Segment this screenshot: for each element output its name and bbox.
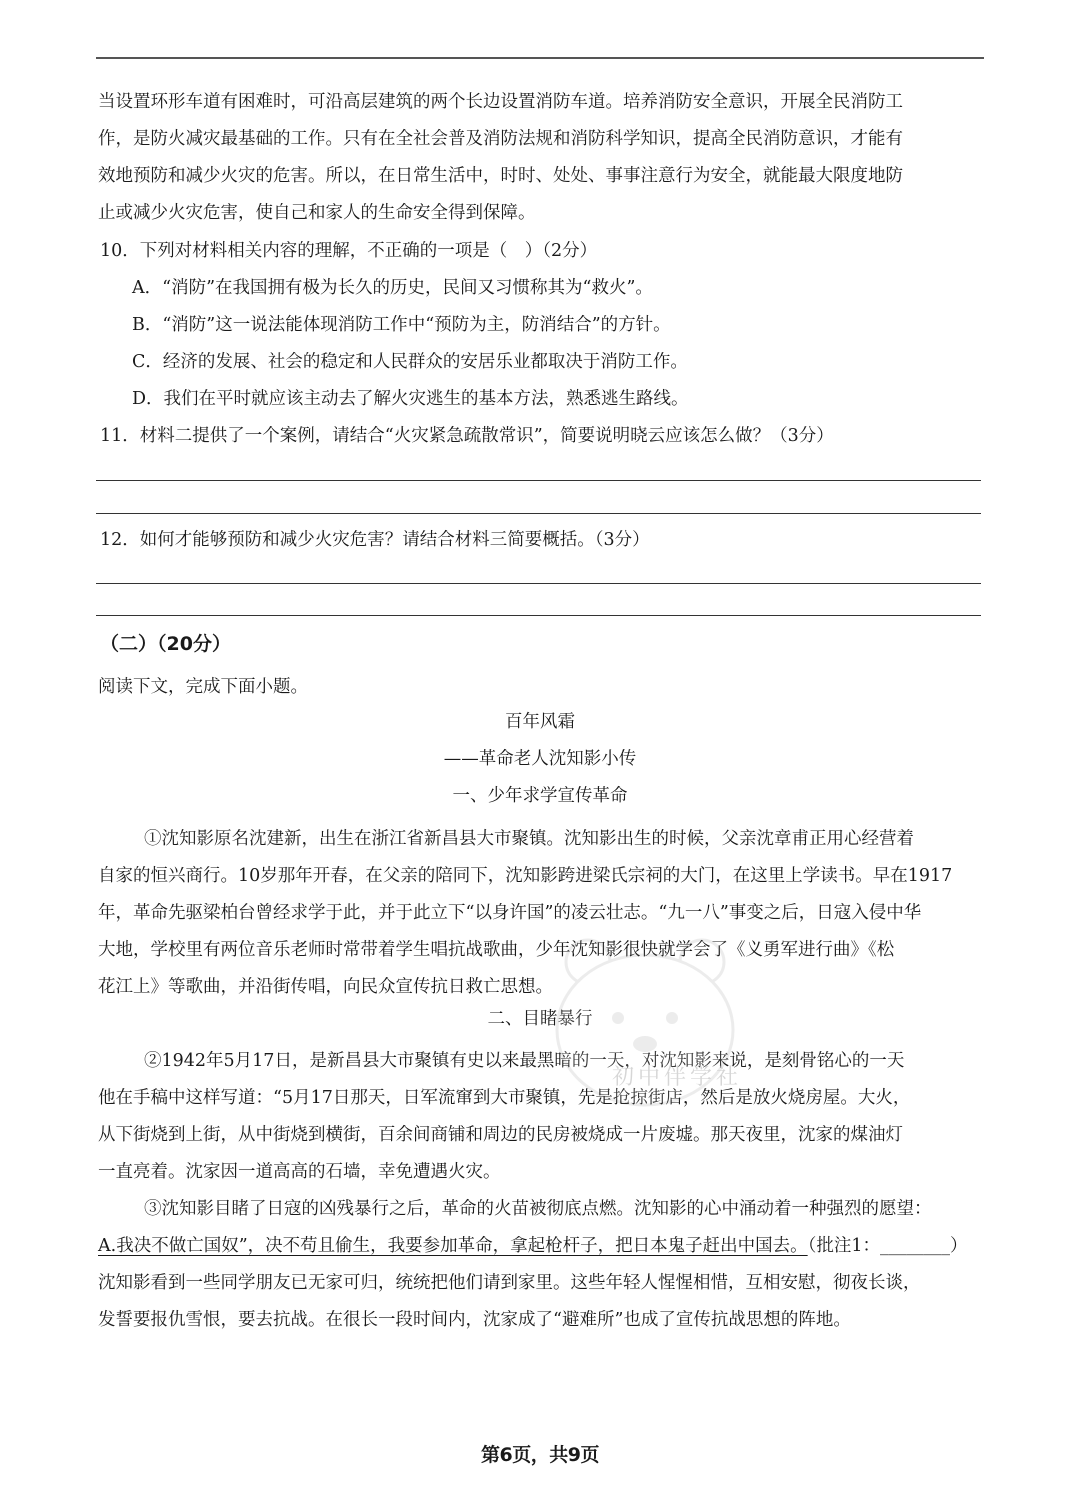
text-line: 从下街烧到上街，从中街烧到横街，百余间商铺和周边的民房被烧成一片废墟。那天夜里，沈家的煤油灯 bbox=[98, 1125, 903, 1145]
text-line: ①沈知影原名沈建新，出生在浙江省新昌县大市聚镇。沈知影出生的时候，父亲沈章甫正用心经营着 bbox=[144, 829, 914, 849]
article-title: 百年风霜 bbox=[505, 712, 575, 732]
underlined-sentence-a: A.我决不做亡国奴”，决不苟且偷生，我要参加革命，拿起枪杆子，把日本鬼子赶出中国去。 bbox=[98, 1236, 808, 1256]
answer-line[interactable] bbox=[96, 583, 981, 584]
text-line: 一直亮着。沈家因一道高高的石墙，幸免遭遇火灾。 bbox=[98, 1162, 501, 1182]
annotation-blank[interactable]: （批注1：________） bbox=[807, 1236, 968, 1256]
answer-line[interactable] bbox=[96, 480, 981, 481]
header-rule bbox=[96, 57, 984, 59]
question-10-option-d: D．我们在平时就应该主动去了解火灾逃生的基本方法，熟悉逃生路线。 bbox=[132, 389, 689, 409]
answer-line[interactable] bbox=[96, 513, 981, 514]
page-number: 第6页，共9页 bbox=[481, 1444, 599, 1466]
text-line: 花江上》等歌曲，并沿街传唱，向民众宣传抗日救亡思想。 bbox=[98, 977, 553, 997]
text-line: 自家的恒兴商行。10岁那年开春，在父亲的陪同下，沈知影跨进梁氏宗祠的大门，在这里上学读书。早在1917 bbox=[98, 866, 953, 886]
question-10-option-c: C．经济的发展、社会的稳定和人民群众的安居乐业都取决于消防工作。 bbox=[132, 352, 688, 372]
question-10-option-a: A．“消防”在我国拥有极为长久的历史，民间又习惯称其为“救火”。 bbox=[132, 278, 653, 298]
text-line: 发誓要报仇雪恨，要去抗战。在很长一段时间内，沈家成了“避难所”也成了宣传抗战思想的阵地。 bbox=[98, 1310, 851, 1330]
question-11-stem: 11．材料二提供了一个案例，请结合“火灾紧急疏散常识”，简要说明晓云应该怎么做？（3分） bbox=[100, 426, 834, 446]
text-line bbox=[98, 1228, 978, 1265]
part-one-heading: 一、少年求学宣传革命 bbox=[452, 786, 628, 806]
part-two-heading: 二、目睹暴行 bbox=[487, 1009, 593, 1029]
answer-line[interactable] bbox=[96, 615, 981, 616]
material-three-tail bbox=[98, 84, 978, 232]
text-line: 他在手稿中这样写道：“5月17日那天，日军流窜到大市聚镇，先是抢掠街店，然后是放火烧房屋。大火， bbox=[98, 1088, 911, 1108]
article-paragraph-1 bbox=[98, 821, 978, 1006]
question-10-option-b: B．“消防”这一说法能体现消防工作中“预防为主，防消结合”的方针。 bbox=[132, 315, 671, 335]
question-12-stem: 12．如何才能够预防和减少火灾危害？请结合材料三简要概括。（3分） bbox=[100, 530, 650, 550]
question-10-stem: 10．下列对材料相关内容的理解，不正确的一项是（ ）（2分） bbox=[100, 241, 598, 261]
text-line: ③沈知影目睹了日寇的凶残暴行之后，革命的火苗被彻底点燃。沈知影的心中涌动着一种强烈的愿望： bbox=[144, 1199, 932, 1219]
text-line: 年，革命先驱梁柏台曾经求学于此，并于此立下“以身许国”的凌云壮志。“九一八”事变之后，日寇入侵中华 bbox=[98, 903, 922, 923]
article-paragraph-3 bbox=[98, 1191, 978, 1339]
text-line: 当设置环形车道有困难时，可沿高层建筑的两个长边设置消防车道。培养消防安全意识，开展全民消防工 bbox=[98, 92, 903, 112]
watermark-text: 初中伴学社 bbox=[612, 1065, 743, 1090]
text-line: 止或减少火灾危害，使自己和家人的生命安全得到保障。 bbox=[98, 203, 536, 223]
text-line: 大地，学校里有两位音乐老师时常带着学生唱抗战歌曲，少年沈知影很快就学会了《义勇军进行曲》《松 bbox=[98, 940, 895, 960]
text-line: 作，是防火减灾最基础的工作。只有在全社会普及消防法规和消防科学知识，提高全民消防意识，才能有 bbox=[98, 129, 903, 149]
text-line: 沈知影看到一些同学朋友已无家可归，统统把他们请到家里。这些年轻人惺惺相惜，互相安慰，彻夜长谈， bbox=[98, 1273, 921, 1293]
text-line: ②1942年5月17日，是新昌县大市聚镇有史以来最黑暗的一天，对沈知影来说，是刻骨铭心的一天 bbox=[144, 1051, 905, 1071]
section-two-instruction: 阅读下文，完成下面小题。 bbox=[98, 677, 308, 697]
article-subtitle: ——革命老人沈知影小传 bbox=[443, 749, 637, 769]
article-paragraph-2 bbox=[98, 1043, 978, 1191]
text-line: 效地预防和减少火灾的危害。所以，在日常生活中，时时、处处、事事注意行为安全，就能最大限度地防 bbox=[98, 166, 903, 186]
section-two-heading: （二）（20分） bbox=[100, 633, 231, 655]
